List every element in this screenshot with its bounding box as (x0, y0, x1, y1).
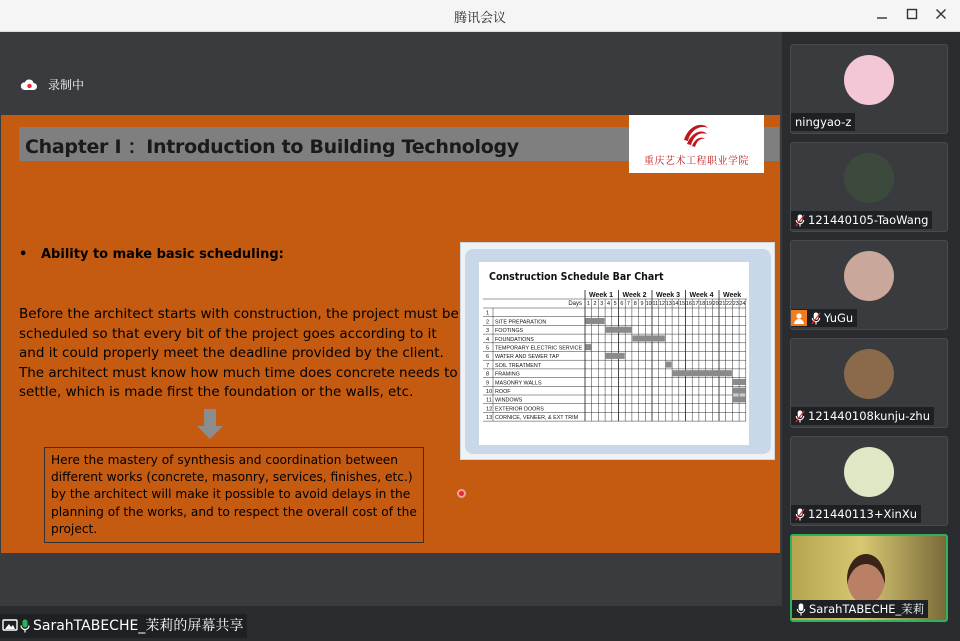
participant-tile[interactable] (790, 436, 948, 526)
week-label: Week 1 (589, 292, 613, 299)
participant-name: 121440113+XinXu (808, 507, 918, 521)
window-title: 腾讯会议 (453, 11, 506, 26)
school-emblem-icon (681, 120, 711, 148)
participant-avatar (844, 447, 894, 497)
participant-tile[interactable] (790, 338, 948, 428)
week-label: Week 3 (656, 292, 680, 299)
task-name: FOUNDATIONS (495, 336, 534, 343)
recording-label: 录制中 (48, 78, 85, 92)
day-label: 17 (692, 301, 699, 307)
schedule-bar (606, 327, 632, 333)
participant-name-label (791, 113, 855, 131)
task-number: 9 (486, 380, 490, 387)
day-label: 9 (640, 301, 644, 307)
participant-avatar (844, 349, 894, 399)
logo-text: 重庆艺术工程职业学院 (644, 156, 749, 167)
schedule-bar (733, 379, 745, 385)
participant-avatar (844, 55, 894, 105)
mic-icon (795, 508, 805, 521)
presenter-label-bar (0, 614, 247, 638)
participant-name: YuGu (824, 311, 854, 325)
days-label: Days (568, 301, 582, 307)
schedule-bar (666, 362, 672, 368)
bullet-heading (19, 247, 284, 262)
task-name: FRAMING (495, 371, 520, 378)
task-number: 12 (486, 406, 493, 413)
participant-tile[interactable] (790, 240, 948, 330)
schedule-grid (483, 290, 747, 440)
task-name: EXTERIOR DOORS (495, 406, 544, 413)
participant-tile[interactable] (790, 44, 948, 134)
mic-icon (795, 214, 805, 227)
close-button[interactable] (930, 6, 952, 26)
task-number: 6 (486, 354, 490, 361)
schedule-bar (673, 370, 732, 376)
participant-name: SarahTABECHE_茉莉 (809, 602, 925, 616)
task-name: SITE PREPARATION (495, 319, 547, 326)
participant-sidebar (782, 32, 960, 641)
chart-sheet (479, 262, 749, 445)
maximize-icon (906, 8, 918, 20)
task-name: FOOTINGS (495, 328, 524, 335)
minimize-button[interactable] (871, 6, 893, 26)
task-number: 5 (486, 345, 490, 352)
participant-name-label (791, 309, 857, 327)
task-number: 13 (486, 415, 493, 422)
minimize-icon (876, 8, 888, 20)
participant-tile[interactable] (790, 534, 948, 622)
task-name: TEMPORARY ELECTRIC SERVICE (495, 345, 583, 352)
task-number: 2 (486, 319, 490, 326)
day-label: 5 (613, 301, 617, 307)
participant-name-label (791, 407, 934, 425)
bullet-dot: • (19, 247, 28, 262)
bullet-text: Ability to make basic scheduling: (41, 247, 284, 262)
chart-title: Construction Schedule Bar Chart (489, 270, 664, 283)
participant-name: 121440108kunju-zhu (808, 409, 930, 423)
recording-indicator (20, 76, 84, 93)
task-number: 7 (486, 362, 490, 369)
task-number: 3 (486, 328, 490, 335)
presentation-slide (1, 115, 780, 553)
mic-icon (796, 603, 806, 616)
task-number: 1 (486, 310, 490, 317)
maximize-button[interactable] (901, 6, 923, 26)
day-label: 15 (679, 301, 686, 307)
mic-on-icon (20, 619, 30, 633)
shared-screen (0, 32, 782, 606)
note-box: Here the mastery of synthesis and coordination between different works (concrete, masonry, services, finishes, etc.) by the architect will make it possible to avoid delays in the planning of the works, and to respect the overall cost of the project. (44, 447, 424, 543)
day-label: 12 (659, 301, 666, 307)
close-icon (935, 8, 947, 20)
schedule-bar (632, 335, 665, 341)
day-label: 21 (719, 301, 726, 307)
task-number: 4 (486, 336, 490, 343)
schedule-bar (606, 353, 625, 359)
participant-avatar (844, 251, 894, 301)
week-label: Week 4 (689, 292, 714, 299)
day-label: 10 (645, 301, 652, 307)
slide-title: Chapter I ：Introduction to Building Technology (25, 136, 519, 158)
day-label: 14 (672, 301, 679, 307)
chart-card (465, 249, 771, 454)
day-label: 6 (620, 301, 624, 307)
day-label: 4 (606, 301, 610, 307)
task-name: SOIL TREATMENT (495, 362, 542, 369)
participant-tile[interactable] (790, 142, 948, 232)
presenter-label: SarahTABECHE_茉莉的屏幕共享 (33, 618, 244, 634)
participant-name: 121440105-TaoWang (808, 213, 929, 227)
day-label: 1 (586, 301, 590, 307)
cloud-record-icon (20, 78, 38, 91)
day-label: 22 (726, 301, 733, 307)
person-badge-icon (791, 310, 807, 326)
participant-name: ningyao-z (795, 115, 852, 129)
schedule-bar (733, 388, 745, 394)
participant-avatar (844, 153, 894, 203)
task-number: 8 (486, 371, 490, 378)
day-label: 13 (665, 301, 672, 307)
participant-name-label (792, 600, 928, 618)
day-label: 16 (685, 301, 692, 307)
title-bar (0, 0, 960, 32)
day-label: 24 (739, 301, 746, 307)
day-label: 19 (705, 301, 712, 307)
task-name: WINDOWS (495, 397, 523, 404)
schedule-bar (586, 344, 592, 350)
day-label: 2 (593, 301, 597, 307)
participant-name-label (791, 505, 921, 523)
task-name: CORNICE, VENEER, & EXT TRIM (495, 415, 579, 422)
slide-paragraph: Before the architect starts with construction, the project must be scheduled so that every bit of the project goes according to it and it could properly meet the deadline provided by the client. The architect must know how much time does concrete needs to settle, which is made first the foundation or the walls, etc. (19, 306, 459, 400)
task-number: 11 (486, 397, 492, 404)
week-label: Week 2 (622, 292, 647, 299)
task-name: ROOF (495, 389, 511, 395)
mic-icon (795, 410, 805, 423)
day-label: 3 (600, 301, 604, 307)
school-logo (629, 115, 764, 173)
participant-face (847, 554, 885, 604)
day-label: 18 (699, 301, 706, 307)
participant-name-label (791, 211, 932, 229)
day-label: 20 (712, 301, 719, 307)
schedule-bar (586, 318, 605, 324)
week-label: Week (723, 292, 742, 299)
day-label: 23 (732, 301, 739, 307)
day-label: 7 (627, 301, 631, 307)
laser-pointer (457, 489, 466, 498)
mic-icon (811, 312, 821, 325)
task-name: WATER AND SEWER TAP (495, 354, 560, 361)
schedule-chart-image (460, 242, 775, 460)
down-arrow-icon (197, 409, 223, 439)
schedule-bar (733, 396, 745, 402)
task-number: 10 (486, 389, 493, 395)
task-name: MASONRY WALLS (495, 380, 542, 387)
screen-share-icon (2, 619, 18, 633)
day-label: 8 (633, 301, 637, 307)
day-label: 11 (652, 301, 659, 307)
